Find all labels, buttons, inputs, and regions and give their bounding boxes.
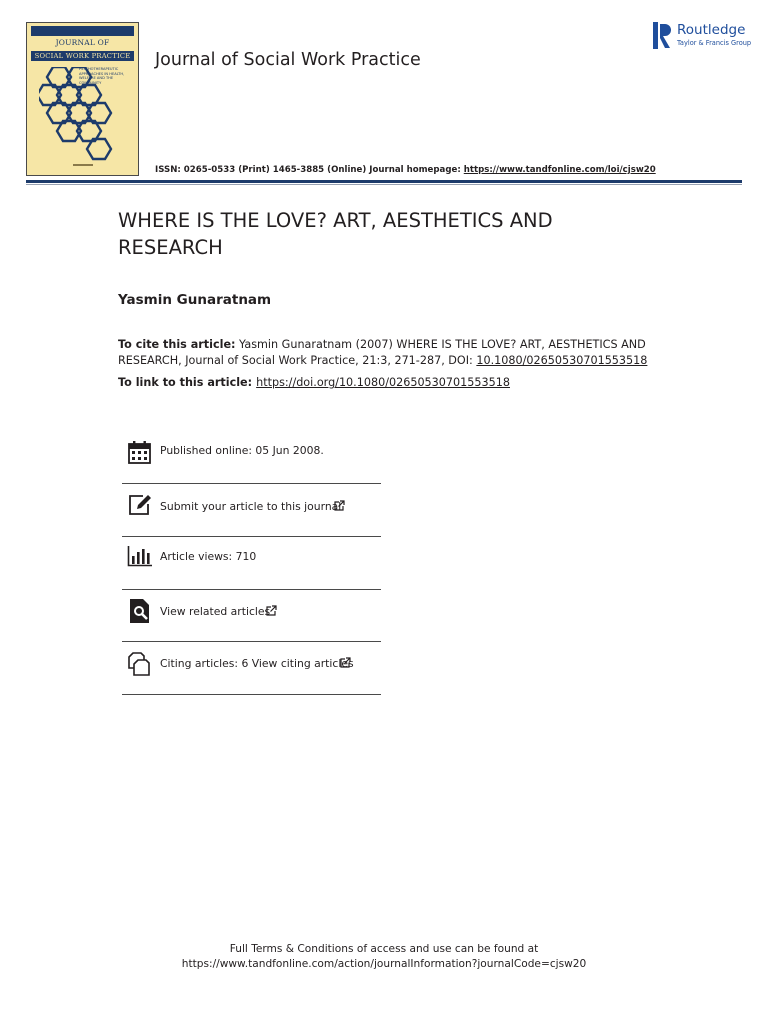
article-views: Article views: 710 bbox=[160, 550, 257, 563]
bar-chart-icon bbox=[127, 545, 153, 571]
routledge-logo-icon bbox=[653, 22, 673, 49]
article-title: WHERE IS THE LOVE? ART, AESTHETICS AND RESEARCH bbox=[118, 209, 553, 259]
article-doi-link[interactable]: https://doi.org/10.1080/02650530701553518 bbox=[256, 376, 510, 389]
journal-homepage-link[interactable]: https://www.tandfonline.com/loi/cjsw20 bbox=[463, 165, 656, 175]
cover-subtitle: PSYCHOTHERAPEUTIC APPROACHES IN HEALTH, WELFARE AND THE COMMUNITY bbox=[79, 67, 125, 85]
external-link-icon[interactable] bbox=[266, 605, 277, 616]
submit-article-link[interactable]: Submit your article to this journal bbox=[160, 500, 342, 513]
terms-footer bbox=[0, 942, 768, 972]
publisher-subline: Taylor & Francis Group bbox=[677, 39, 752, 47]
header-divider bbox=[26, 180, 742, 183]
cover-title-line1: JOURNAL OF bbox=[55, 38, 110, 47]
issn-text: ISSN: 0265-0533 (Print) 1465-3885 (Online) Journal homepage: bbox=[155, 165, 464, 175]
cover-title-line2: SOCIAL WORK PRACTICE bbox=[34, 52, 131, 60]
info-row-published bbox=[122, 440, 381, 493]
info-row-submit[interactable] bbox=[122, 493, 381, 546]
cite-doi-link[interactable]: 10.1080/02650530701553518 bbox=[476, 353, 648, 367]
cite-label: To cite this article: bbox=[118, 338, 236, 351]
issn-line bbox=[155, 165, 656, 175]
terms-url[interactable]: https://www.tandfonline.com/action/journalInformation?journalCode=cjsw20 bbox=[181, 958, 587, 970]
info-row-related[interactable] bbox=[122, 598, 381, 651]
article-author: Yasmin Gunaratnam bbox=[118, 292, 272, 308]
view-related-articles-link[interactable]: View related articles bbox=[160, 605, 271, 618]
row-divider bbox=[122, 694, 381, 695]
row-divider bbox=[122, 641, 381, 642]
journal-name: Journal of Social Work Practice bbox=[155, 50, 421, 70]
cite-text: Yasmin Gunaratnam (2007) WHERE IS THE LOVE? ART, AESTHETICS AND RESEARCH, Journal of Social Work Practice, 21:3, 271-287, DOI: bbox=[118, 338, 646, 367]
published-date: Published online: 05 Jun 2008. bbox=[160, 444, 324, 457]
cover-footer-mark bbox=[27, 164, 138, 167]
info-row-views bbox=[122, 545, 381, 598]
link-label: To link to this article: bbox=[118, 376, 253, 389]
citation-block bbox=[118, 337, 658, 368]
external-link-icon[interactable] bbox=[340, 657, 351, 668]
row-divider bbox=[122, 589, 381, 590]
citing-documents-icon bbox=[127, 651, 153, 677]
calendar-icon bbox=[127, 440, 153, 466]
article-link-line bbox=[118, 376, 510, 389]
citing-articles-link[interactable]: Citing articles: 6 View citing articles bbox=[160, 657, 354, 670]
cover-honeycomb-graphic bbox=[39, 67, 131, 167]
external-link-icon[interactable] bbox=[334, 500, 345, 511]
header-divider-thin bbox=[26, 184, 742, 185]
info-row-citing[interactable] bbox=[122, 651, 381, 704]
terms-line: Full Terms & Conditions of access and use can be found at bbox=[229, 943, 539, 955]
related-articles-icon bbox=[127, 598, 153, 624]
publisher-name: Routledge bbox=[677, 22, 746, 38]
cover-volume-bar bbox=[31, 26, 134, 36]
journal-cover-image bbox=[26, 22, 139, 176]
edit-icon bbox=[127, 493, 153, 519]
row-divider bbox=[122, 483, 381, 484]
row-divider bbox=[122, 536, 381, 537]
